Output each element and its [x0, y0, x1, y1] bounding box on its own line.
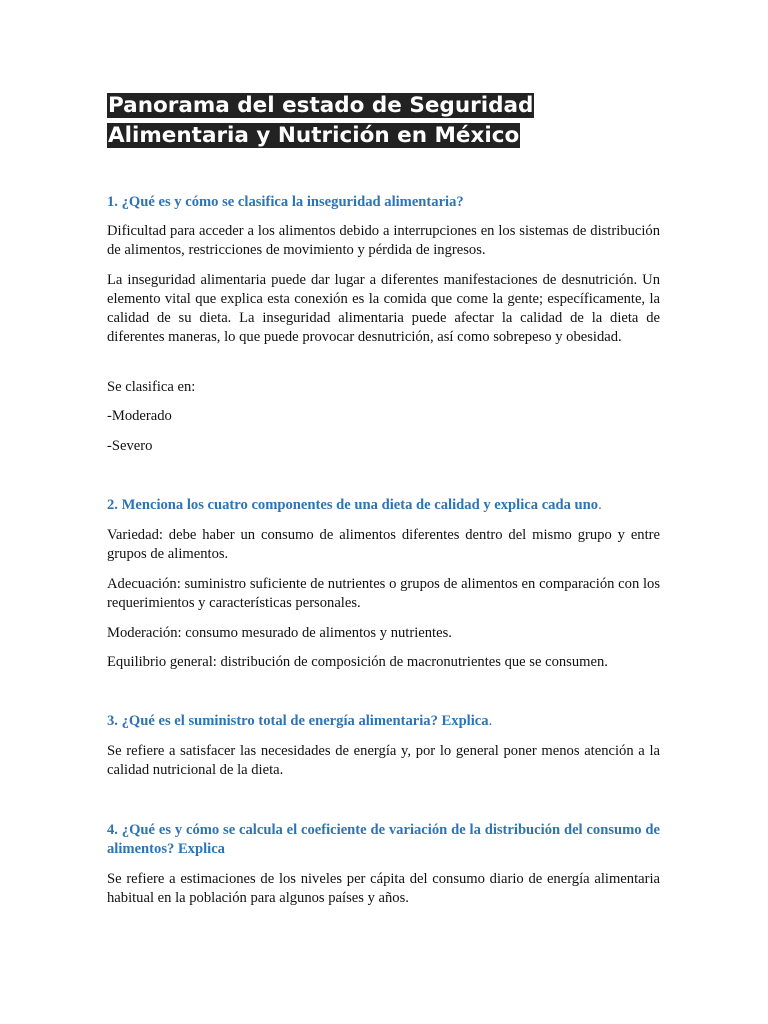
section-2-paragraph-variety: Variedad: debe haber un consumo de alimentos diferentes dentro del mismo grupo y entre grupos de alimentos.	[107, 527, 660, 562]
section-3-question	[107, 712, 660, 731]
section-2-question-period: .	[598, 497, 602, 513]
section-2-paragraph-adequacy: Adecuación: suministro suficiente de nutrientes o grupos de alimentos en comparación con los requerimientos y características personales.	[107, 576, 660, 611]
section-4-question: 4. ¿Qué es y cómo se calcula el coeficiente de variación de la distribución del consumo de alimentos? Explica	[107, 822, 660, 857]
title-line-2: Alimentaria y Nutrición en México	[108, 122, 520, 148]
section-1-classification-label: Se clasifica en:	[107, 379, 196, 395]
section-1-paragraph-2: La inseguridad alimentaria puede dar lugar a diferentes manifestaciones de desnutrición. Un elemento vital que explica esta conexión es la comida que come la gente; específicamente, la calidad de su dieta. La inseguridad alimentaria puede afectar la calidad de la dieta de diferentes maneras, lo que puede provocar desnutrición, así como sobrepeso y obesidad.	[107, 272, 660, 345]
section-2-question	[107, 496, 660, 515]
section-3-question-period: .	[488, 713, 493, 729]
section-3-paragraph: Se refiere a satisfacer las necesidades de energía y, por lo general poner menos atención a la calidad nutricional de la dieta.	[107, 743, 660, 778]
section-2-paragraph-moderation: Moderación: consumo mesurado de alimentos y nutrientes.	[107, 625, 452, 641]
section-2-paragraph-balance: Equilibrio general: distribución de composición de macronutrientes que se consumen.	[107, 654, 608, 670]
document-title	[107, 91, 577, 150]
section-1-paragraph-1: Dificultad para acceder a los alimentos debido a interrupciones en los sistemas de distribución de alimentos, restricciones de movimiento y pérdida de ingresos.	[107, 223, 660, 258]
section-4-paragraph: Se refiere a estimaciones de los niveles per cápita del consumo diario de energía alimentaria habitual en la población para algunos países y años.	[107, 871, 660, 906]
section-1-item-severe: -Severo	[107, 438, 153, 454]
section-1-item-moderate: -Moderado	[107, 408, 172, 424]
title-line-1: Panorama del estado de Seguridad	[108, 93, 534, 118]
section-3-question-text: 3. ¿Qué es el suministro total de energía alimentaria? Explica	[107, 713, 489, 729]
section-1-question: 1. ¿Qué es y cómo se clasifica la inseguridad alimentaria?	[107, 194, 464, 210]
section-2-question-text: 2. Menciona los cuatro componentes de una dieta de calidad y explica cada uno	[107, 497, 599, 513]
